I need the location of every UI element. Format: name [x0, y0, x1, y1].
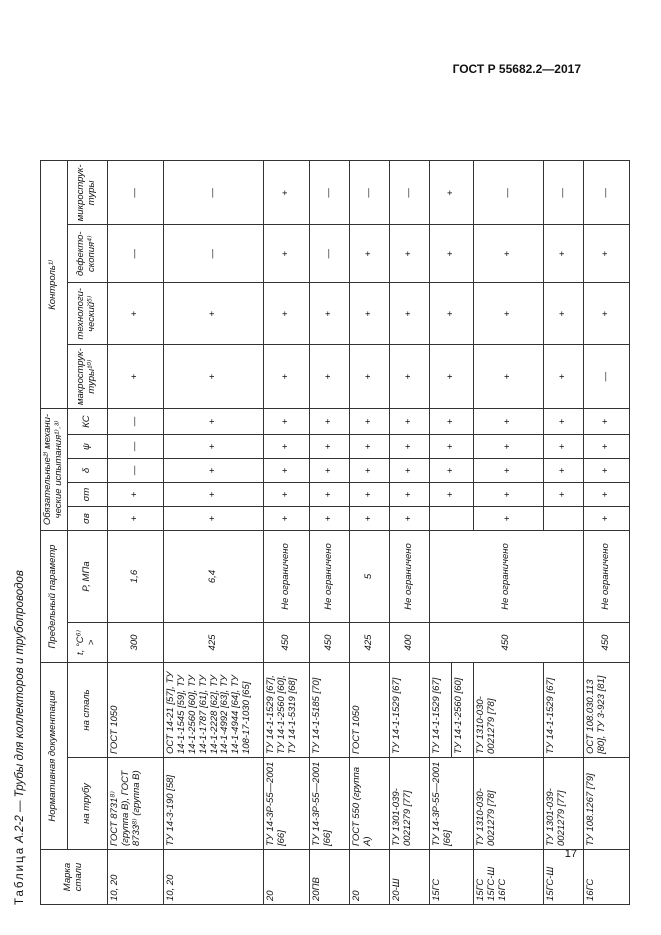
- cell-grade: 15ГС-Ш: [543, 850, 583, 905]
- cell-defect: +: [583, 225, 629, 283]
- caption-label: Таблица: [14, 845, 26, 905]
- cell-pressure: Не ограничено: [309, 531, 349, 623]
- cell-psi: +: [163, 435, 263, 459]
- col-mech-test: Обязательные²⁾ механи-ческие испытания¹⁾˒³⁾: [41, 409, 68, 531]
- cell-ks: +: [473, 409, 543, 435]
- cell-tech: +: [349, 283, 389, 345]
- cell-pipe: ГОСТ 8731⁸⁾ (группа В), ГОСТ 8733⁸⁾ (группа В): [107, 758, 163, 850]
- cell-pressure: Не ограничено: [263, 531, 309, 623]
- cell-temp: 300: [107, 623, 163, 663]
- cell-delta: +: [543, 459, 583, 483]
- cell-pipe: ТУ 14-3-190 [58]: [163, 758, 263, 850]
- cell-temp: 450: [583, 623, 629, 663]
- col-delta: δ: [67, 459, 107, 483]
- cell-ks: +: [263, 409, 309, 435]
- cell-sv: +: [309, 507, 349, 531]
- cell-micro: —: [543, 161, 583, 225]
- cell-pipe: ТУ 1310-030-0021279 [78]: [473, 758, 543, 850]
- cell-macro: +: [543, 345, 583, 409]
- col-psi: ψ: [67, 435, 107, 459]
- cell-psi: +: [473, 435, 543, 459]
- cell-sv: +: [107, 507, 163, 531]
- cell-grade: 15ГС 15ГС-Ш 16ГС: [473, 850, 543, 905]
- cell-micro: —: [163, 161, 263, 225]
- cell-st: +: [583, 483, 629, 507]
- cell-st: +: [473, 483, 543, 507]
- col-sigma-v: σв: [67, 507, 107, 531]
- cell-macro: +: [107, 345, 163, 409]
- cell-pressure: Не ограничено: [389, 531, 429, 623]
- cell-psi: +: [543, 435, 583, 459]
- col-sigma-t: σт: [67, 483, 107, 507]
- cell-delta: +: [163, 459, 263, 483]
- table-row: [263, 161, 309, 905]
- page-number: 17: [564, 848, 577, 860]
- col-limit-params: Предельный параметр: [41, 531, 68, 663]
- cell-tech: +: [163, 283, 263, 345]
- cell-sv: +: [163, 507, 263, 531]
- cell-pipe: ТУ 14-3Р-55—2001 [66]: [309, 758, 349, 850]
- cell-st: +: [163, 483, 263, 507]
- cell-delta: +: [349, 459, 389, 483]
- cell-delta: +: [389, 459, 429, 483]
- table-row: [107, 161, 163, 905]
- cell-sv: +: [349, 507, 389, 531]
- cell-steel: ТУ 14-1-1529 [67]: [389, 663, 429, 758]
- cell-micro: —: [107, 161, 163, 225]
- col-on-steel: на сталь: [67, 663, 107, 758]
- cell-pressure: 5: [349, 531, 389, 623]
- cell-pressure: 1,6: [107, 531, 163, 623]
- cell-macro: +: [163, 345, 263, 409]
- cell-st: +: [263, 483, 309, 507]
- cell-psi: +: [263, 435, 309, 459]
- cell-steel: ГОСТ 1050: [107, 663, 163, 758]
- cell-psi: +: [349, 435, 389, 459]
- cell-defect: —: [107, 225, 163, 283]
- cell-micro: —: [349, 161, 389, 225]
- col-technological: технологи-ческий⁵⁾: [67, 283, 107, 345]
- cell-psi: +: [429, 435, 473, 459]
- col-temp: t, °С⁶⁾ >: [67, 623, 107, 663]
- cell-defect: +: [473, 225, 543, 283]
- cell-grade: 10, 20: [107, 850, 163, 905]
- cell-micro: +: [263, 161, 309, 225]
- cell-psi: +: [309, 435, 349, 459]
- cell-st: +: [107, 483, 163, 507]
- cell-pipe: ТУ 1301-039-0021279 [77]: [389, 758, 429, 850]
- cell-micro: +: [429, 161, 473, 225]
- cell-grade: 20: [263, 850, 309, 905]
- cell-steel: ТУ 1310-030-0021279 [78]: [473, 663, 543, 758]
- cell-ks: +: [163, 409, 263, 435]
- cell-temp: 400: [389, 623, 429, 663]
- cell-tech: +: [583, 283, 629, 345]
- cell-macro: +: [263, 345, 309, 409]
- cell-tech: +: [473, 283, 543, 345]
- cell-macro: +: [309, 345, 349, 409]
- table-row: [389, 161, 429, 905]
- cell-tech: +: [263, 283, 309, 345]
- cell-delta: +: [473, 459, 543, 483]
- cell-pipe: ТУ 14-3Р-55—2001 [66]: [263, 758, 309, 850]
- cell-delta: +: [309, 459, 349, 483]
- cell-pipe: ГОСТ 550 (группа А): [349, 758, 389, 850]
- cell-macro: +: [429, 345, 473, 409]
- cell-delta: +: [429, 459, 473, 483]
- cell-grade: 10, 20: [163, 850, 263, 905]
- cell-ks: +: [389, 409, 429, 435]
- cell-sv: +: [583, 507, 629, 531]
- cell-steel: ОСТ 108.030.113 [80], ТУ 3-923 [81]: [583, 663, 629, 758]
- cell-micro: —: [389, 161, 429, 225]
- cell-ks: +: [429, 409, 473, 435]
- rotated-table-block: [8, 45, 611, 905]
- cell-temp: 450: [263, 623, 309, 663]
- cell-macro: +: [349, 345, 389, 409]
- cell-macro: +: [389, 345, 429, 409]
- cell-ks: +: [543, 409, 583, 435]
- col-control: Контроль¹⁾: [41, 161, 68, 409]
- cell-grade: 20: [349, 850, 389, 905]
- cell-st: +: [429, 483, 473, 507]
- cell-macro: —: [583, 345, 629, 409]
- table-row: [163, 161, 263, 905]
- cell-st: +: [543, 483, 583, 507]
- cell-ks: +: [583, 409, 629, 435]
- cell-temp: 425: [163, 623, 263, 663]
- cell-sv: +: [389, 507, 429, 531]
- cell-tech: +: [107, 283, 163, 345]
- cell-defect: +: [263, 225, 309, 283]
- cell-ks: +: [309, 409, 349, 435]
- cell-tech: +: [429, 283, 473, 345]
- cell-psi: +: [389, 435, 429, 459]
- cell-pipe: ТУ 14-3Р-55—2001 [66]: [429, 758, 473, 850]
- cell-sv: +: [473, 507, 543, 531]
- cell-tech: +: [389, 283, 429, 345]
- table-caption: [8, 570, 33, 905]
- cell-pressure: Не ограничено: [583, 531, 629, 623]
- cell-macro: +: [473, 345, 543, 409]
- cell-steel: ГОСТ 1050: [349, 663, 389, 758]
- cell-defect: —: [163, 225, 263, 283]
- cell-delta: +: [263, 459, 309, 483]
- cell-steel: ОСТ 14-21 [57], ТУ 14-1-1545 [59], ТУ 14-1-2560 [60], ТУ 14-1-1787 [61], ТУ 14-1-2228 [62], ТУ 14-1-4992 [63], ТУ 14-1-4944 [64], ТУ 108-17-1030 [65]: [163, 663, 263, 758]
- cell-ks: +: [349, 409, 389, 435]
- cell-sv: [543, 507, 583, 531]
- pipes-table: [40, 160, 630, 905]
- cell-grade: 15ГС: [429, 850, 473, 905]
- cell-micro: —: [583, 161, 629, 225]
- cell-temp: 425: [349, 623, 389, 663]
- table-row: [429, 161, 451, 905]
- cell-steel: ТУ 14-1-1529 [67], ТУ 14-1-2560 [60], ТУ 14-1-5319 [68]: [263, 663, 309, 758]
- cell-grade: 20-Ш: [389, 850, 429, 905]
- cell-temp-merged: 450: [429, 623, 583, 663]
- cell-grade: 16ГС: [583, 850, 629, 905]
- cell-sv: +: [263, 507, 309, 531]
- cell-steel: ТУ 14-1-2560 [60]: [451, 663, 473, 758]
- cell-defect: +: [543, 225, 583, 283]
- cell-steel: ТУ 14-1-5185 [70]: [309, 663, 349, 758]
- cell-defect: —: [309, 225, 349, 283]
- cell-temp: 450: [309, 623, 349, 663]
- cell-tech: +: [309, 283, 349, 345]
- cell-psi: —: [107, 435, 163, 459]
- col-normative-docs: Нормативная документация: [41, 663, 68, 850]
- document-header: ГОСТ Р 55682.2—2017: [452, 62, 581, 76]
- table-row: [349, 161, 389, 905]
- cell-grade: 20ПВ: [309, 850, 349, 905]
- table-row: [309, 161, 349, 905]
- cell-steel: ТУ 14-1-1529 [67]: [543, 663, 583, 758]
- col-microstructure: микрострук-туры: [67, 161, 107, 225]
- cell-micro: —: [309, 161, 349, 225]
- cell-st: +: [309, 483, 349, 507]
- col-ks: КС: [67, 409, 107, 435]
- cell-micro: —: [473, 161, 543, 225]
- cell-psi: +: [583, 435, 629, 459]
- col-defectoscopy: дефекто-скопия⁴⁾: [67, 225, 107, 283]
- cell-pressure: 6,4: [163, 531, 263, 623]
- col-pressure: Р, МПа: [67, 531, 107, 623]
- cell-st: +: [349, 483, 389, 507]
- cell-delta: +: [583, 459, 629, 483]
- caption-title: А.2-2 — Трубы для коллекторов и трубопроводов: [14, 570, 26, 843]
- cell-pipe: ТУ 1301-039-0021279 [77]: [543, 758, 583, 850]
- cell-defect: +: [389, 225, 429, 283]
- col-steel-grade: Марка стали: [41, 850, 108, 905]
- col-on-pipe: на трубу: [67, 758, 107, 850]
- cell-defect: +: [429, 225, 473, 283]
- cell-tech: +: [543, 283, 583, 345]
- cell-steel: ТУ 14-1-1529 [67]: [429, 663, 451, 758]
- cell-delta: —: [107, 459, 163, 483]
- cell-sv: [429, 507, 473, 531]
- cell-st: +: [389, 483, 429, 507]
- cell-pressure-merged: Не ограничено: [429, 531, 583, 623]
- col-macrostructure: макрострук-туры¹⁰⁾: [67, 345, 107, 409]
- cell-defect: +: [349, 225, 389, 283]
- cell-pipe: ТУ 108.1267 [79]: [583, 758, 629, 850]
- table-row: [583, 161, 629, 905]
- cell-ks: —: [107, 409, 163, 435]
